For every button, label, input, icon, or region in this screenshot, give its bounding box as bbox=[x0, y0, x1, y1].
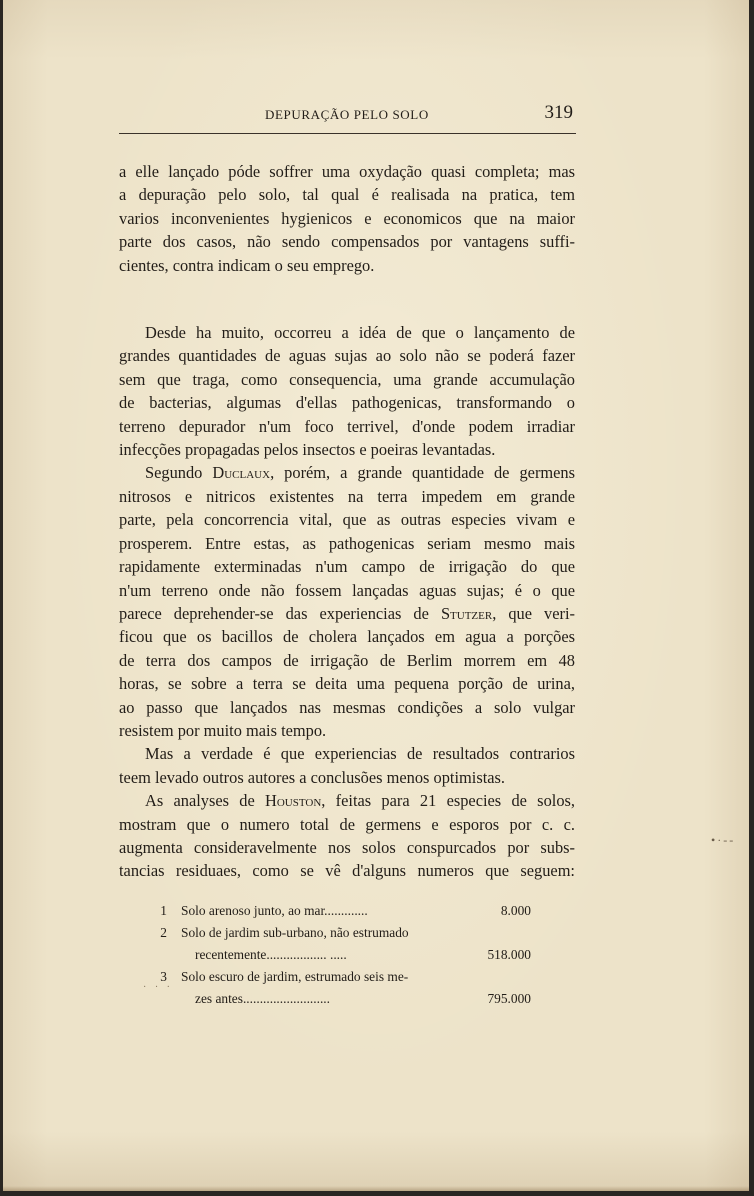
text-run: As analyses de bbox=[145, 791, 266, 811]
row-number: 1 bbox=[160, 903, 167, 918]
table-row bbox=[153, 922, 533, 944]
text-line: ao passo que lançados nas mesmas condições a solo vulgar bbox=[119, 697, 575, 717]
text-line: Mas a verdade é que experiencias de resultados contrarios bbox=[145, 744, 575, 764]
text-line: grandes quantidades de aguas sujas ao solo não se poderá fazer bbox=[119, 346, 575, 366]
text-line: varios inconvenientes hygienicos e economicos que na maior bbox=[119, 208, 575, 228]
paragraph-4 bbox=[119, 742, 575, 789]
text-line: de terra dos campos de irrigação de Berlim morrem em 48 bbox=[119, 650, 575, 670]
text-line: n'um terreno onde não fossem lançadas aguas sujas; é o que bbox=[119, 580, 575, 600]
header-rule bbox=[119, 133, 576, 134]
author-name: Stutzer bbox=[440, 603, 493, 623]
text-line: augmenta consideravelmente nos solos conspurcados por subs- bbox=[119, 837, 575, 857]
text-line: a depuração pelo solo, tal qual é realisada na pratica, tem bbox=[119, 185, 575, 205]
text-line: de bacterias, algumas d'ellas pathogenicas, transformando o bbox=[119, 393, 575, 413]
row-description: recentemente.................. ..... bbox=[195, 947, 347, 962]
text-line: a elle lançado póde soffrer uma oxydação quasi completa; mas bbox=[119, 162, 575, 181]
body-text bbox=[119, 160, 575, 883]
row-value: 795.000 bbox=[487, 991, 531, 1006]
table-row bbox=[153, 966, 533, 988]
text-line bbox=[119, 789, 575, 812]
text-line: infecções propagadas pelos insectos e poeiras levantadas. bbox=[119, 440, 496, 460]
author-name: Duclaux bbox=[212, 463, 271, 483]
text-line: teem levado outros autores a conclusões menos optimistas. bbox=[119, 767, 506, 787]
text-line: rapidamente exterminadas n'um campo de irrigação do que bbox=[119, 557, 575, 577]
text-line: cientes, contra indicam o seu emprego. bbox=[119, 255, 375, 275]
table-row bbox=[153, 900, 533, 922]
text-line bbox=[119, 602, 575, 625]
paragraph-5 bbox=[119, 789, 575, 883]
text-line bbox=[119, 461, 575, 484]
author-name: Houston bbox=[265, 791, 322, 811]
paragraph-1 bbox=[119, 160, 575, 277]
paper-speck: •·‐- bbox=[711, 833, 736, 847]
book-page bbox=[3, 0, 749, 1191]
text-line: parte, pela concorrencia vital, que as outras especies vivam e bbox=[119, 510, 575, 530]
row-value: 8.000 bbox=[500, 903, 531, 918]
row-description: Solo arenoso junto, ao mar............. bbox=[181, 903, 368, 918]
text-line: terreno depurador n'um foco terrivel, d'onde podem irradiar bbox=[119, 416, 575, 436]
text-run: Segundo bbox=[145, 463, 213, 483]
text-run: , feitas para 21 especies de solos, bbox=[321, 791, 575, 811]
paragraph-3 bbox=[119, 461, 575, 742]
text-line: prosperem. Entre estas, as pathogenicas seriam mesmo mais bbox=[119, 533, 575, 553]
section-gap bbox=[119, 277, 575, 321]
text-line: ficou que os bacillos de cholera lançados em agua a porções bbox=[119, 627, 575, 647]
text-run: , porém, a grande quantidade de germens bbox=[270, 463, 575, 483]
text-line: parte dos casos, não sendo compensados por vantagens suffi- bbox=[119, 232, 575, 252]
text-line: Desde ha muito, occorreu a idéa de que o lançamento de bbox=[145, 323, 575, 343]
row-value: 518.000 bbox=[487, 947, 531, 962]
row-number: 2 bbox=[160, 925, 167, 940]
table-row-continuation bbox=[153, 988, 533, 1010]
text-line: tancias residuaes, como se vê d'alguns numeros que seguem: bbox=[119, 861, 575, 881]
text-line: mostram que o numero total de germens e esporos por c. c. bbox=[119, 814, 575, 834]
running-title: DEPURAÇÃO PELO SOLO bbox=[265, 107, 429, 122]
text-line: resistem por muito mais tempo. bbox=[119, 720, 327, 740]
row-description: Solo de jardim sub-urbano, não estrumado bbox=[181, 925, 409, 940]
page-edge-shadow bbox=[3, 1186, 749, 1191]
paper-speck: · · · bbox=[143, 982, 173, 993]
row-description: Solo escuro de jardim, estrumado seis me- bbox=[181, 969, 409, 984]
text-run: , que veri- bbox=[492, 603, 575, 623]
table-row-continuation bbox=[153, 944, 533, 966]
row-description: zes antes.......................... bbox=[195, 991, 330, 1006]
text-line: horas, se sobre a terra se deita uma pequena porção de urina, bbox=[119, 674, 575, 694]
page-number: 319 bbox=[544, 102, 573, 123]
text-line: sem que traga, como consequencia, uma grande accumulação bbox=[119, 369, 575, 389]
row-number: 3 bbox=[160, 969, 167, 984]
text-run: parece deprehender-se das experiencias de bbox=[119, 603, 441, 623]
soil-germ-table bbox=[153, 900, 533, 1010]
text-line: nitrosos e nitricos existentes na terra impedem em grande bbox=[119, 486, 575, 506]
paragraph-2 bbox=[119, 321, 575, 461]
page-header bbox=[119, 100, 575, 126]
